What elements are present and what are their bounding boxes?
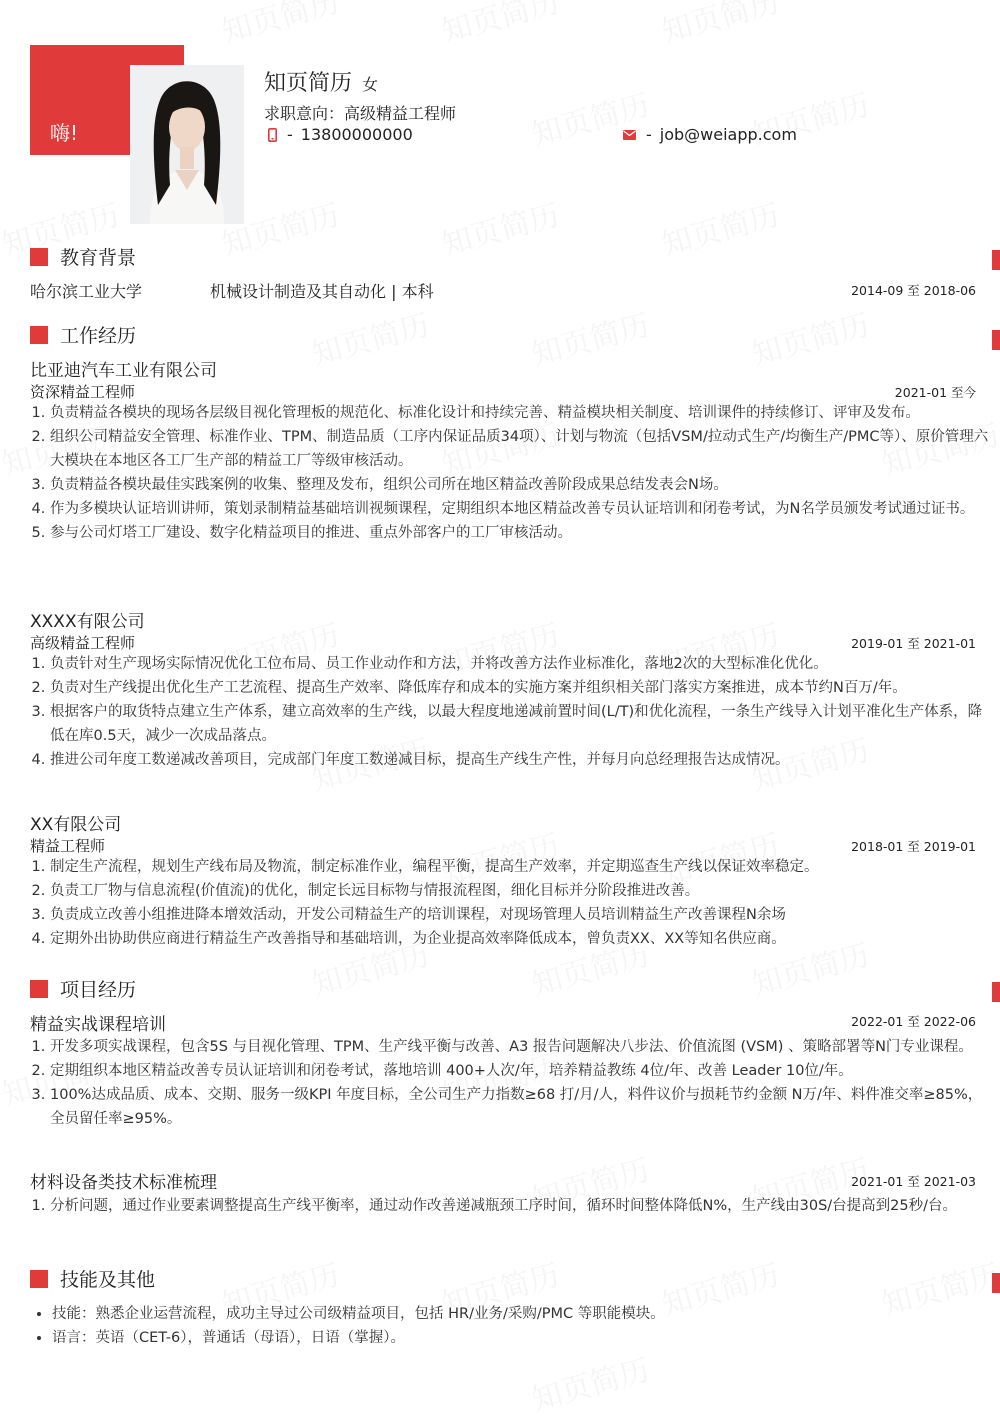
section-title: 技能及其他 xyxy=(60,1269,156,1291)
email-address: job@weiapp.com xyxy=(659,125,797,144)
list-item: 2. 负责对生产线提出优化生产工艺流程、提高生产效率、降低库存和成本的实施方案并组织相关部门落实方案推进，成本节约N百万/年。 xyxy=(50,676,996,700)
education-date: 2014-09 至 2018-06 xyxy=(851,283,976,298)
list-item: 3. 负责成立改善小组推进降本增效活动，开发公司精益生产的培训课程，对现场管理人员培训精益生产改善课程N余场 xyxy=(50,903,996,927)
list-item: 3. 负责精益各模块最佳实践案例的收集、整理及发布，组织公司所在地区精益改善阶段成果总结发表会N场。 xyxy=(50,473,996,497)
job-role: 精益工程师 xyxy=(30,837,106,855)
list-item: 2. 定期组织本地区精益改善专员认证培训和闭卷考试，落地培训 400+人次/年，培养精益教练 4位/年、改善 Leader 10位/年。 xyxy=(50,1059,996,1083)
mail-icon xyxy=(623,130,636,140)
list-item: 4. 推进公司年度工数递减改善项目，完成部门年度工数递减目标，提高生产线生产性，并每月向总经理报告达成情况。 xyxy=(50,748,996,772)
education-row xyxy=(30,279,976,302)
project-date: 2022-01 至 2022-06 xyxy=(851,1014,976,1029)
section-title: 工作经历 xyxy=(60,325,137,347)
job-intent: 求职意向：高级精益工程师 xyxy=(264,104,457,123)
skills-list xyxy=(30,1302,998,1350)
list-item: 1. 分析问题，通过作业要素调整提高生产线平衡率，通过动作改善递减瓶颈工序时间，循环时间整体降低N%，生产线由30S/台提高到25秒/台。 xyxy=(50,1194,996,1218)
list-item: 3. 根据客户的取货特点建立生产体系，建立高效率的生产线，以最大程度地递减前置时间(L/T)和优化流程，一条生产线导入计划平准化生产体系，降低在库0.5天，减少一次成品落点。 xyxy=(50,700,996,748)
section-marker xyxy=(30,326,48,344)
job-date: 2018-01 至 2019-01 xyxy=(851,839,976,854)
list-item: 1. 制定生产流程，规划生产线布局及物流，制定标准作业，编程平衡，提高生产效率，并定期巡查生产线以保证效率稳定。 xyxy=(50,855,996,879)
name-text: 知页简历 xyxy=(264,71,353,96)
company-name: XX有限公司 xyxy=(30,815,122,835)
watermark xyxy=(526,1345,653,1419)
edge-accent-mark xyxy=(992,330,1000,350)
list-item: 5. 参与公司灯塔工厂建设、数字化精益项目的推进、重点外部客户的工厂审核活动。 xyxy=(50,521,996,545)
profile-photo xyxy=(130,65,244,224)
job-date: 2019-01 至 2021-01 xyxy=(851,636,976,651)
greeting: 嗨! xyxy=(50,121,79,145)
job-date: 2021-01 至今 xyxy=(894,385,976,400)
section-title: 项目经历 xyxy=(60,979,137,1001)
phone-contact xyxy=(268,125,413,144)
watermark xyxy=(656,190,783,264)
section-marker xyxy=(30,1270,48,1288)
separator-dash: - xyxy=(287,125,293,144)
section-education-header xyxy=(30,243,136,270)
section-title: 教育背景 xyxy=(60,247,137,269)
project-details xyxy=(30,1194,996,1218)
watermark xyxy=(436,190,563,264)
major-degree: 机械设计制造及其自动化 | 本科 xyxy=(210,282,434,301)
email-contact xyxy=(623,125,797,144)
phone-icon xyxy=(268,128,277,142)
watermark xyxy=(746,300,873,374)
edge-accent-mark xyxy=(992,982,1000,1002)
section-skills-header xyxy=(30,1265,155,1292)
watermark xyxy=(436,0,563,51)
section-work-header xyxy=(30,321,136,348)
section-marker xyxy=(30,248,48,266)
job-duties xyxy=(30,652,996,772)
watermark xyxy=(656,0,783,51)
job-role: 高级精益工程师 xyxy=(30,634,136,652)
watermark xyxy=(526,300,653,374)
company-name: 比亚迪汽车工业有限公司 xyxy=(30,361,217,381)
project-details xyxy=(30,1035,996,1131)
list-item: • 技能：熟悉企业运营流程，成功主导过公司级精益项目，包括 HR/业务/采购/PMC 等职能模块。 xyxy=(52,1302,998,1326)
company-name: XXXX有限公司 xyxy=(30,612,145,632)
section-marker xyxy=(30,980,48,998)
list-item: 1. 开发多项实战课程，包含5S 与目视化管理、TPM、生产线平衡与改善、A3 报告问题解决八步法、价值流图 (VSM) 、策略部署等N门专业课程。 xyxy=(50,1035,996,1059)
watermark xyxy=(306,300,433,374)
section-projects-header xyxy=(30,975,136,1002)
edge-accent-mark xyxy=(992,250,1000,270)
watermark xyxy=(216,0,343,51)
candidate-name xyxy=(264,66,378,97)
list-item: 4. 作为多模块认证培训讲师，策划录制精益基础培训视频课程，定期组织本地区精益改善专员认证培训和闭卷考试，为N名学员颁发考试通过证书。 xyxy=(50,497,996,521)
list-item: 3. 100%达成品质、成本、交期、服务一级KPI 年度目标，全公司生产力指数≥68 打/月/人，料件议价与损耗节约金额 N万/年、料件准交率≥85%，全员留任率≥95%。 xyxy=(50,1083,996,1131)
list-item: 2. 负责工厂物与信息流程(价值流)的优化，制定长远目标物与情报流程图，细化目标并分阶段推进改善。 xyxy=(50,879,996,903)
job-duties xyxy=(30,401,996,545)
phone-number: 13800000000 xyxy=(300,125,413,144)
project-date: 2021-01 至 2021-03 xyxy=(851,1174,976,1189)
list-item: 1. 负责针对生产现场实际情况优化工位布局、员工作业动作和方法，并将改善方法作业标准化，落地2次的大型标准化优化。 xyxy=(50,652,996,676)
job-role: 资深精益工程师 xyxy=(30,383,136,401)
job-duties xyxy=(30,855,996,951)
list-item: 4. 定期外出协助供应商进行精益生产改善指导和基础培训，为企业提高效率降低成本，曾负责XX、XX等知名供应商。 xyxy=(50,927,996,951)
edge-accent-mark xyxy=(992,1273,1000,1293)
list-item: 2. 组织公司精益安全管理、标准作业、TPM、制造品质（工序内保证品质34项）、计划与物流（包括VSM/拉动式生产/均衡生产/PMC等）、原价管理六大模块在本地区各工厂生产部的精益工厂等级审核活动。 xyxy=(50,425,996,473)
separator-dash: - xyxy=(646,125,652,144)
school-name: 哈尔滨工业大学 xyxy=(30,282,143,301)
project-name: 材料设备类技术标准梳理 xyxy=(30,1173,217,1193)
gender: 女 xyxy=(362,75,379,94)
list-item: • 语言：英语（CET-6），普通话（母语），日语（掌握）。 xyxy=(52,1326,998,1350)
list-item: 1. 负责精益各模块的现场各层级目视化管理板的规范化、标准化设计和持续完善、精益模块相关制度、培训课件的持续修订、评审及发布。 xyxy=(50,401,996,425)
project-name: 精益实战课程培训 xyxy=(30,1015,166,1035)
